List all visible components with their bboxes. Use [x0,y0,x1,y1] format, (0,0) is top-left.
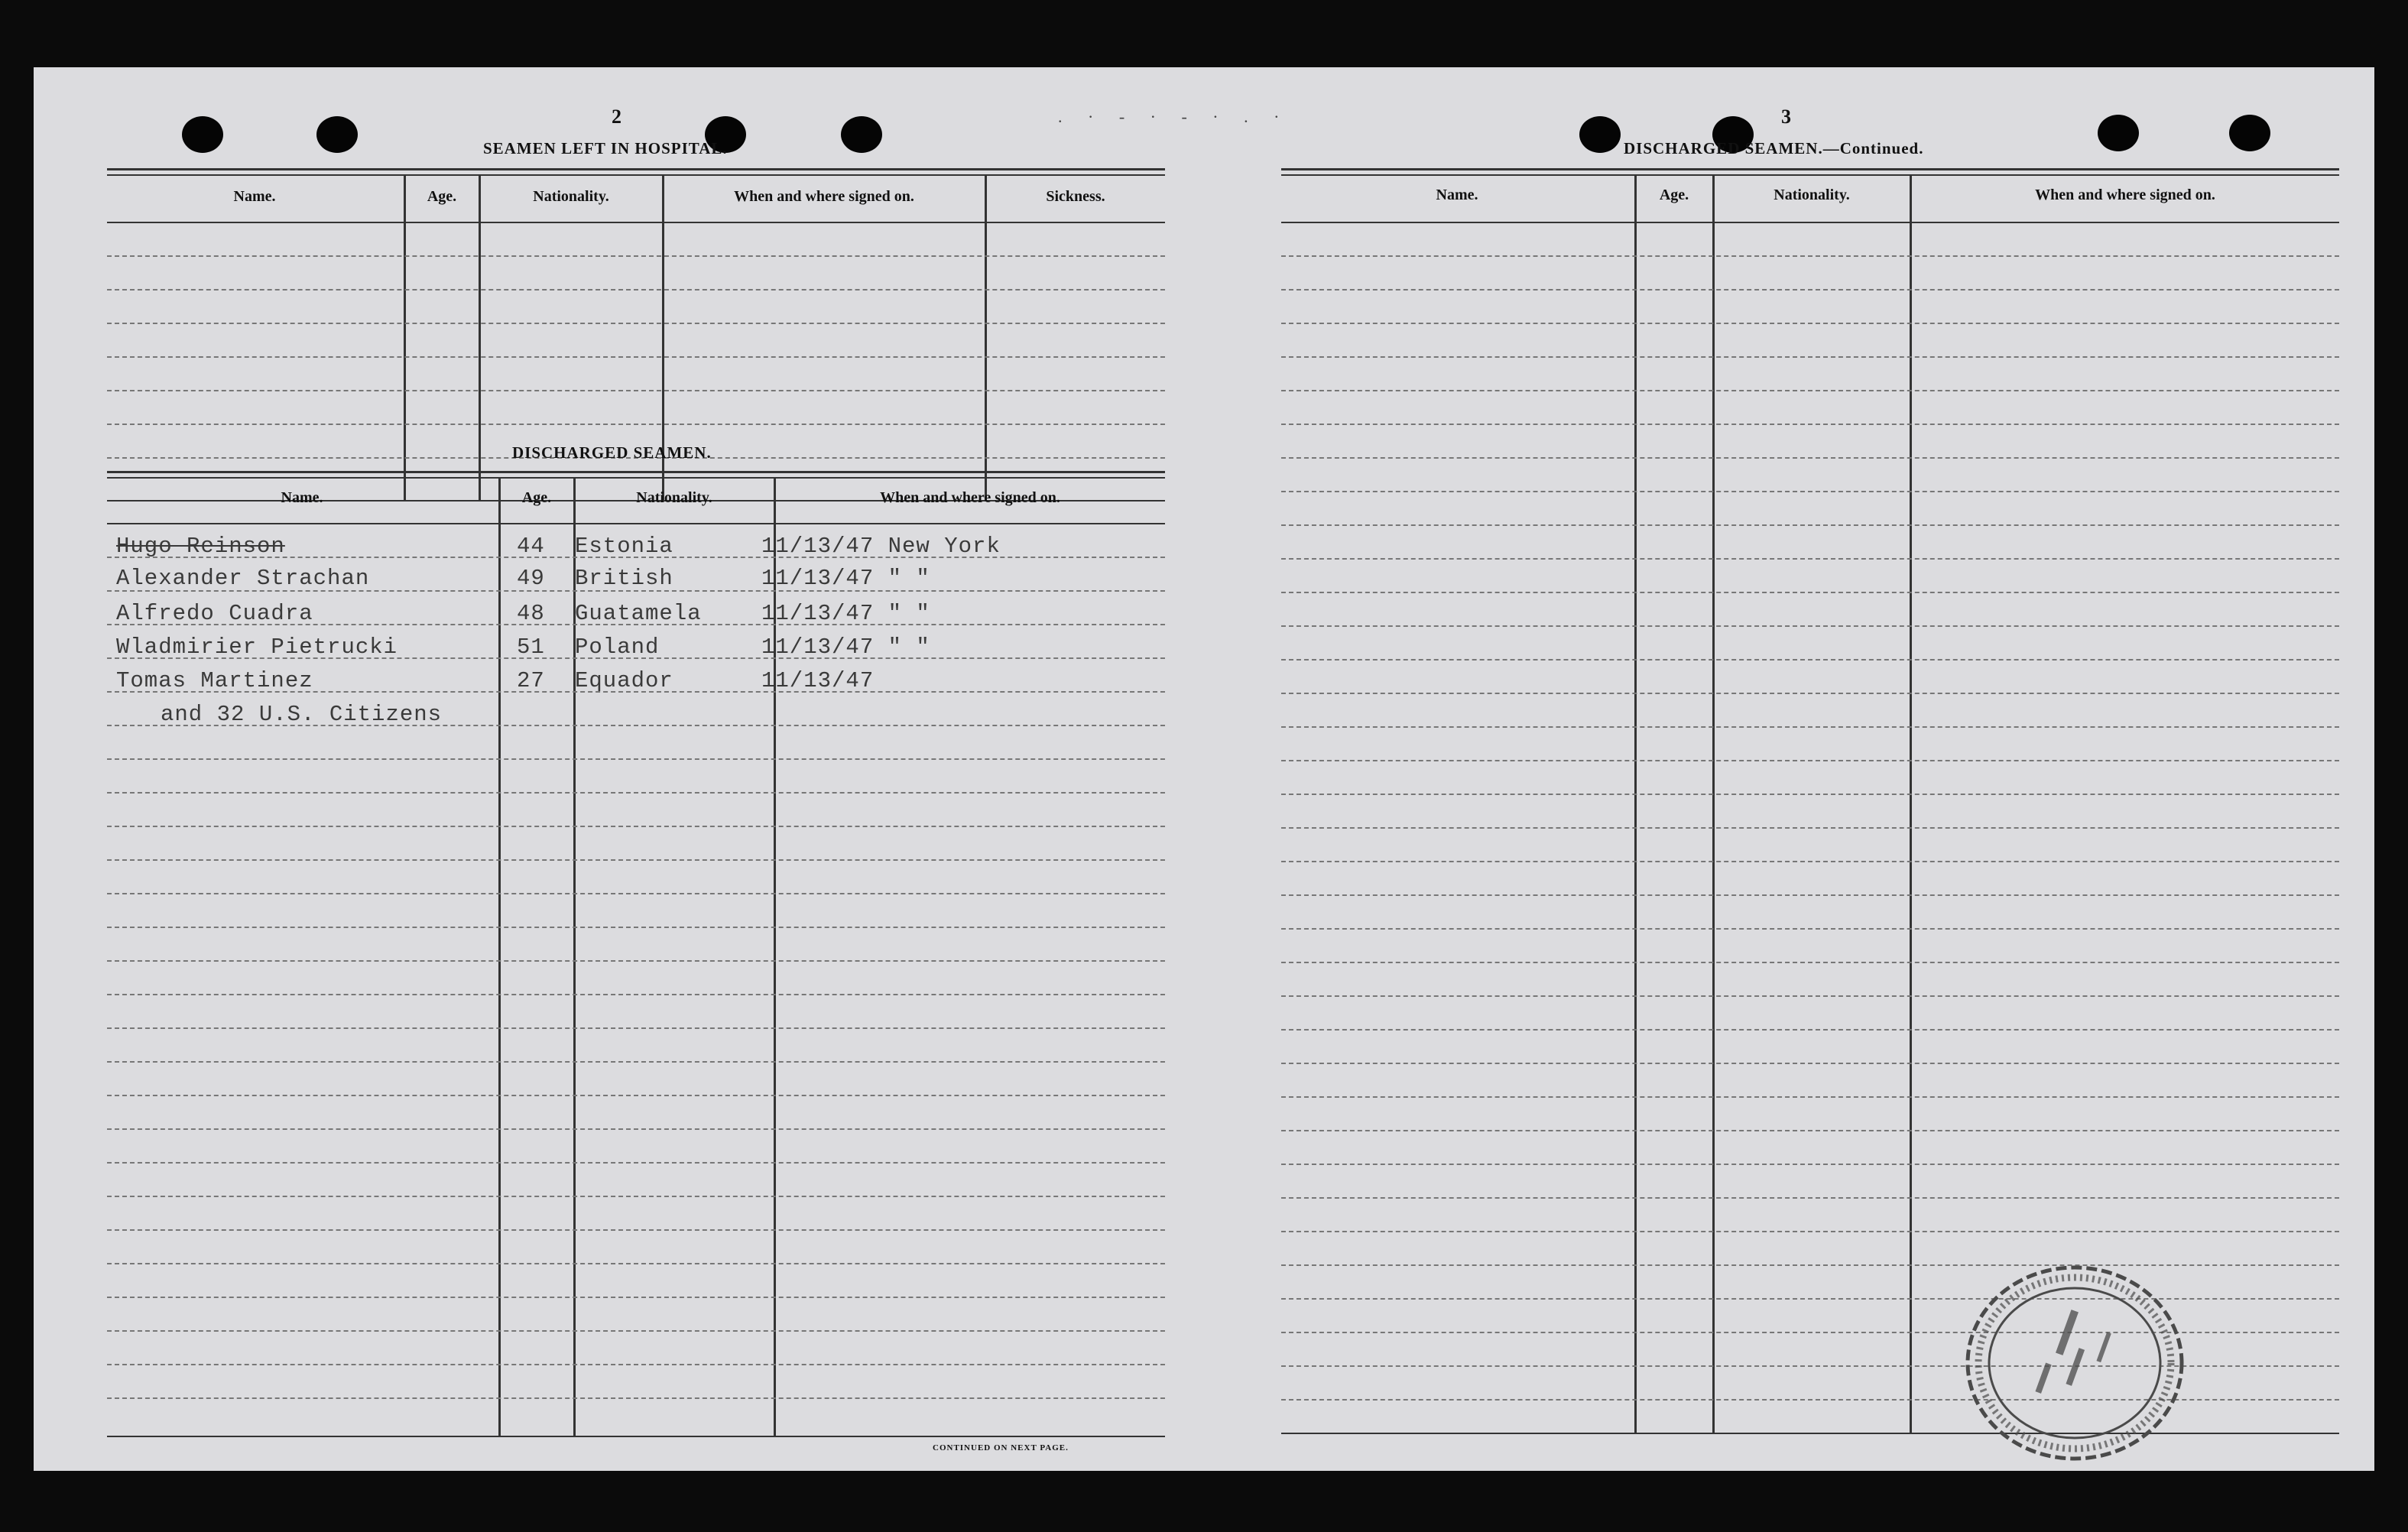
rule [107,477,1165,479]
discharged-col-age: Age. [521,489,552,506]
ruled-line [107,859,1165,861]
seaman-nationality: Guatamela [575,601,702,626]
ruled-line [1281,1029,2339,1031]
ruled-line [1281,861,2339,862]
scan-specks: . · - · - · . · [1058,107,1290,126]
ruled-line [107,893,1165,894]
column-divider [479,176,481,500]
ruled-line [107,758,1165,760]
punch-hole [2098,115,2139,151]
ruled-line [107,1263,1165,1264]
seaman-signed-on: 11/13/47 [761,668,875,693]
ruled-line [1281,794,2339,795]
ruled-line [1281,457,2339,459]
ruled-line [1281,995,2339,997]
seaman-age: 44 [517,534,545,559]
seaman-age: 49 [517,566,545,591]
seaman-signed-on: 11/13/47 " " [761,566,930,591]
rule [1281,168,2339,170]
seaman-nationality: Poland [575,635,660,660]
column-divider [1634,176,1637,1433]
discharged-continued-title: DISCHARGED SEAMEN.—Continued. [1624,139,1924,157]
ruled-line [1281,1096,2339,1098]
ruled-line [1281,255,2339,257]
seaman-age: 48 [517,601,545,626]
seaman-name: Alfredo Cuadra [116,601,313,626]
ruled-line [107,424,1165,425]
ruled-line [107,390,1165,391]
column-divider [1712,176,1715,1433]
discharged-col-name: Name. [281,489,323,506]
punch-hole [2229,115,2270,151]
column-divider [404,176,406,500]
ruled-line [107,1330,1165,1332]
ruled-line [107,356,1165,358]
seaman-age: 27 [517,668,545,693]
rule [107,168,1165,170]
rule [107,523,1165,524]
ruled-line [1281,558,2339,560]
page-number-left: 2 [612,105,621,128]
discharged-col-nationality: Nationality. [636,489,712,506]
ruled-line [1281,1164,2339,1165]
column-divider [498,477,501,1437]
punch-hole [182,116,223,153]
rule [107,174,1165,176]
seaman-signed-on: 11/13/47 " " [761,601,930,626]
ruled-line [107,289,1165,290]
column-divider [1910,176,1912,1433]
hospital-col-name: Name. [233,188,276,205]
seaman-name: Wladmirier Pietrucki [116,635,398,660]
ruled-line [107,927,1165,928]
page-number-right: 3 [1781,105,1791,128]
seaman-name: Alexander Strachan [116,566,370,591]
ruled-line [107,323,1165,324]
hospital-col-sickness: Sickness. [1046,188,1105,205]
ruled-line [107,1397,1165,1399]
seaman-nationality: British [575,566,673,591]
ruled-line [107,826,1165,827]
hospital-col-signed-on: When and where signed on. [734,188,914,205]
punch-hole [316,116,358,153]
right-col-age: Age. [1659,187,1689,203]
ruled-line [1281,625,2339,627]
ruled-line [1281,524,2339,526]
ruled-line [1281,1231,2339,1232]
ruled-line [1281,760,2339,761]
citizens-note: and 32 U.S. Citizens [161,702,443,727]
ruled-line [1281,356,2339,358]
hospital-col-nationality: Nationality. [533,188,609,205]
hospital-section-title: SEAMEN LEFT IN HOSPITAL. [483,139,728,157]
rule [107,222,1165,223]
ruled-line [1281,1063,2339,1064]
seaman-nationality: Equador [575,668,673,693]
postmark-stamp [1960,1260,2189,1466]
ruled-line [107,1162,1165,1164]
ruled-line [1281,390,2339,391]
right-col-nationality: Nationality. [1774,187,1850,203]
ruled-line [107,1364,1165,1365]
ruled-line [107,1128,1165,1130]
ruled-line [107,1095,1165,1096]
discharged-col-signed-on: When and where signed on. [880,489,1060,506]
seaman-age: 51 [517,635,545,660]
hospital-col-age: Age. [427,188,457,205]
ruled-line [1281,491,2339,492]
seaman-signed-on: 11/13/47 New York [761,534,1001,559]
ruled-line [1281,1130,2339,1131]
ruled-line [1281,962,2339,963]
ruled-line [1281,894,2339,896]
seaman-name: Hugo Reinson [116,534,285,559]
ruled-line [1281,1197,2339,1199]
rule [1281,174,2339,176]
seaman-nationality: Estonia [575,534,673,559]
ruled-line [1281,323,2339,324]
ruled-line [107,1061,1165,1063]
ruled-line [1281,726,2339,728]
ruled-line [107,792,1165,794]
punch-hole [841,116,882,153]
continued-footer: CONTINUED ON NEXT PAGE. [933,1443,1069,1452]
ruled-line [107,1027,1165,1029]
ruled-line [1281,928,2339,930]
ruled-line [107,994,1165,995]
seaman-signed-on: 11/13/47 " " [761,635,930,660]
ruled-line [1281,424,2339,425]
right-col-name: Name. [1436,187,1478,203]
ruled-line [107,1229,1165,1231]
ruled-line [1281,659,2339,661]
ruled-line [107,960,1165,962]
ruled-line [107,1196,1165,1197]
seaman-name: Tomas Martinez [116,668,313,693]
ruled-line [107,1297,1165,1298]
document-sheet [34,67,2374,1471]
discharged-section-title: DISCHARGED SEAMEN. [512,443,712,462]
ruled-line [1281,592,2339,593]
rule [107,1436,1165,1437]
ruled-line [107,255,1165,257]
right-col-signed-on: When and where signed on. [2035,187,2215,203]
column-divider [985,176,987,500]
ruled-line [1281,693,2339,694]
ruled-line [1281,289,2339,290]
ruled-line [1281,827,2339,829]
punch-hole [1579,116,1621,153]
rule [107,471,1165,473]
rule [1281,222,2339,223]
